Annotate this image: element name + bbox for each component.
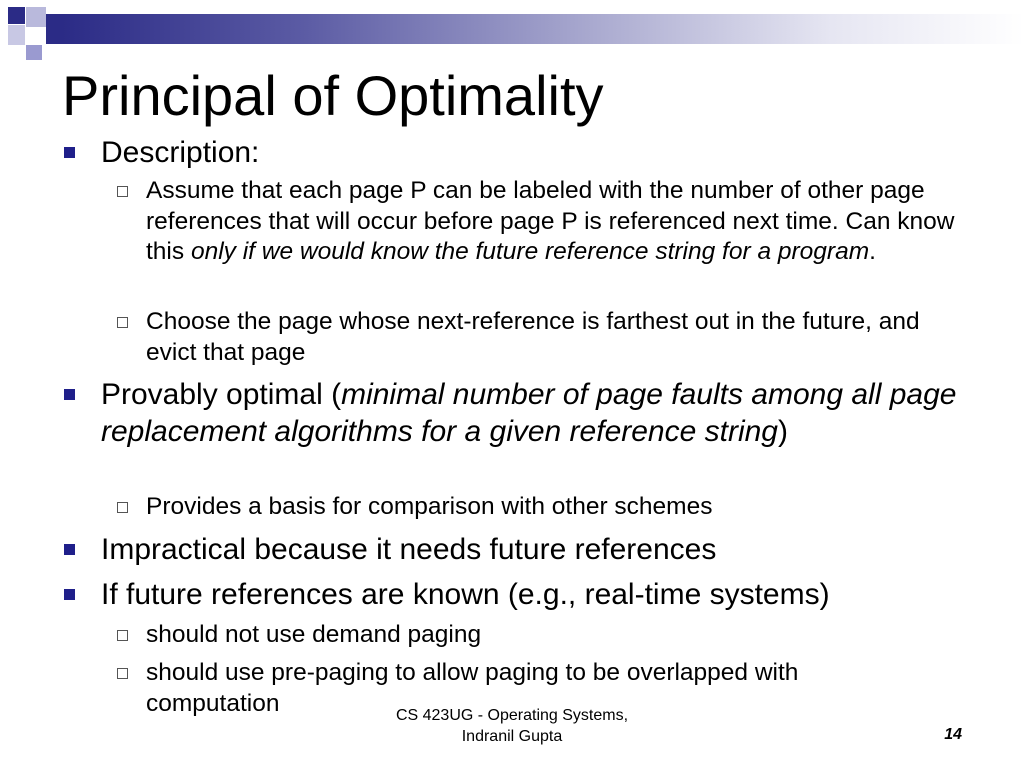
text-segment: . [869, 238, 876, 265]
sub-bullet-text [146, 176, 976, 268]
sub-bullet-text: should not use demand paging [146, 621, 482, 648]
text-segment: Assume that each page P can be labeled with the number of other page references that will occur before page P is referenced next time. Can know this [146, 177, 955, 265]
decor-square [26, 7, 46, 27]
bullet-hollow-square-icon [117, 186, 128, 197]
text-segment: Provably optimal ( [101, 378, 342, 411]
decor-square [26, 27, 46, 46]
decor-square [46, 0, 64, 14]
footer-text [362, 705, 662, 747]
decor-square [8, 25, 25, 45]
bullet-text: Description: [101, 136, 260, 169]
bullet-square-icon [64, 389, 75, 400]
page-number: 14 [944, 726, 962, 743]
sub-bullet-text: should use pre-paging to allow paging to be overlapped with computation [146, 659, 799, 717]
header-gradient-bar [62, 14, 1024, 44]
bullet-hollow-square-icon [117, 668, 128, 679]
footer-line: CS 423UG - Operating Systems, [395, 707, 629, 724]
bullet-square-icon [64, 147, 75, 158]
text-segment: ) [778, 415, 788, 448]
slide-title: Principal of Optimality [62, 64, 604, 127]
bullet-square-icon [64, 589, 75, 600]
bullet-square-icon [64, 544, 75, 555]
decor-square [26, 45, 42, 60]
italic-text-segment: minimal number of page faults among all page replacement algorithms for a given reference string [101, 378, 957, 448]
decor-square [46, 14, 62, 44]
italic-text-segment: only if we would know the future reference string for a program [190, 238, 870, 265]
bullet-hollow-square-icon [117, 630, 128, 641]
footer-line: Indranil Gupta [461, 728, 563, 745]
bullet-text: Impractical because it needs future references [101, 533, 717, 566]
bullet-hollow-square-icon [117, 317, 128, 328]
bullet-text [101, 376, 971, 450]
sub-bullet-text: Choose the page whose next-reference is farthest out in the future, and evict that page [146, 308, 920, 366]
decor-square [8, 7, 25, 24]
bullet-hollow-square-icon [117, 502, 128, 513]
bullet-text: If future references are known (e.g., real-time systems) [101, 578, 830, 611]
sub-bullet-text: Provides a basis for comparison with other schemes [146, 493, 713, 520]
